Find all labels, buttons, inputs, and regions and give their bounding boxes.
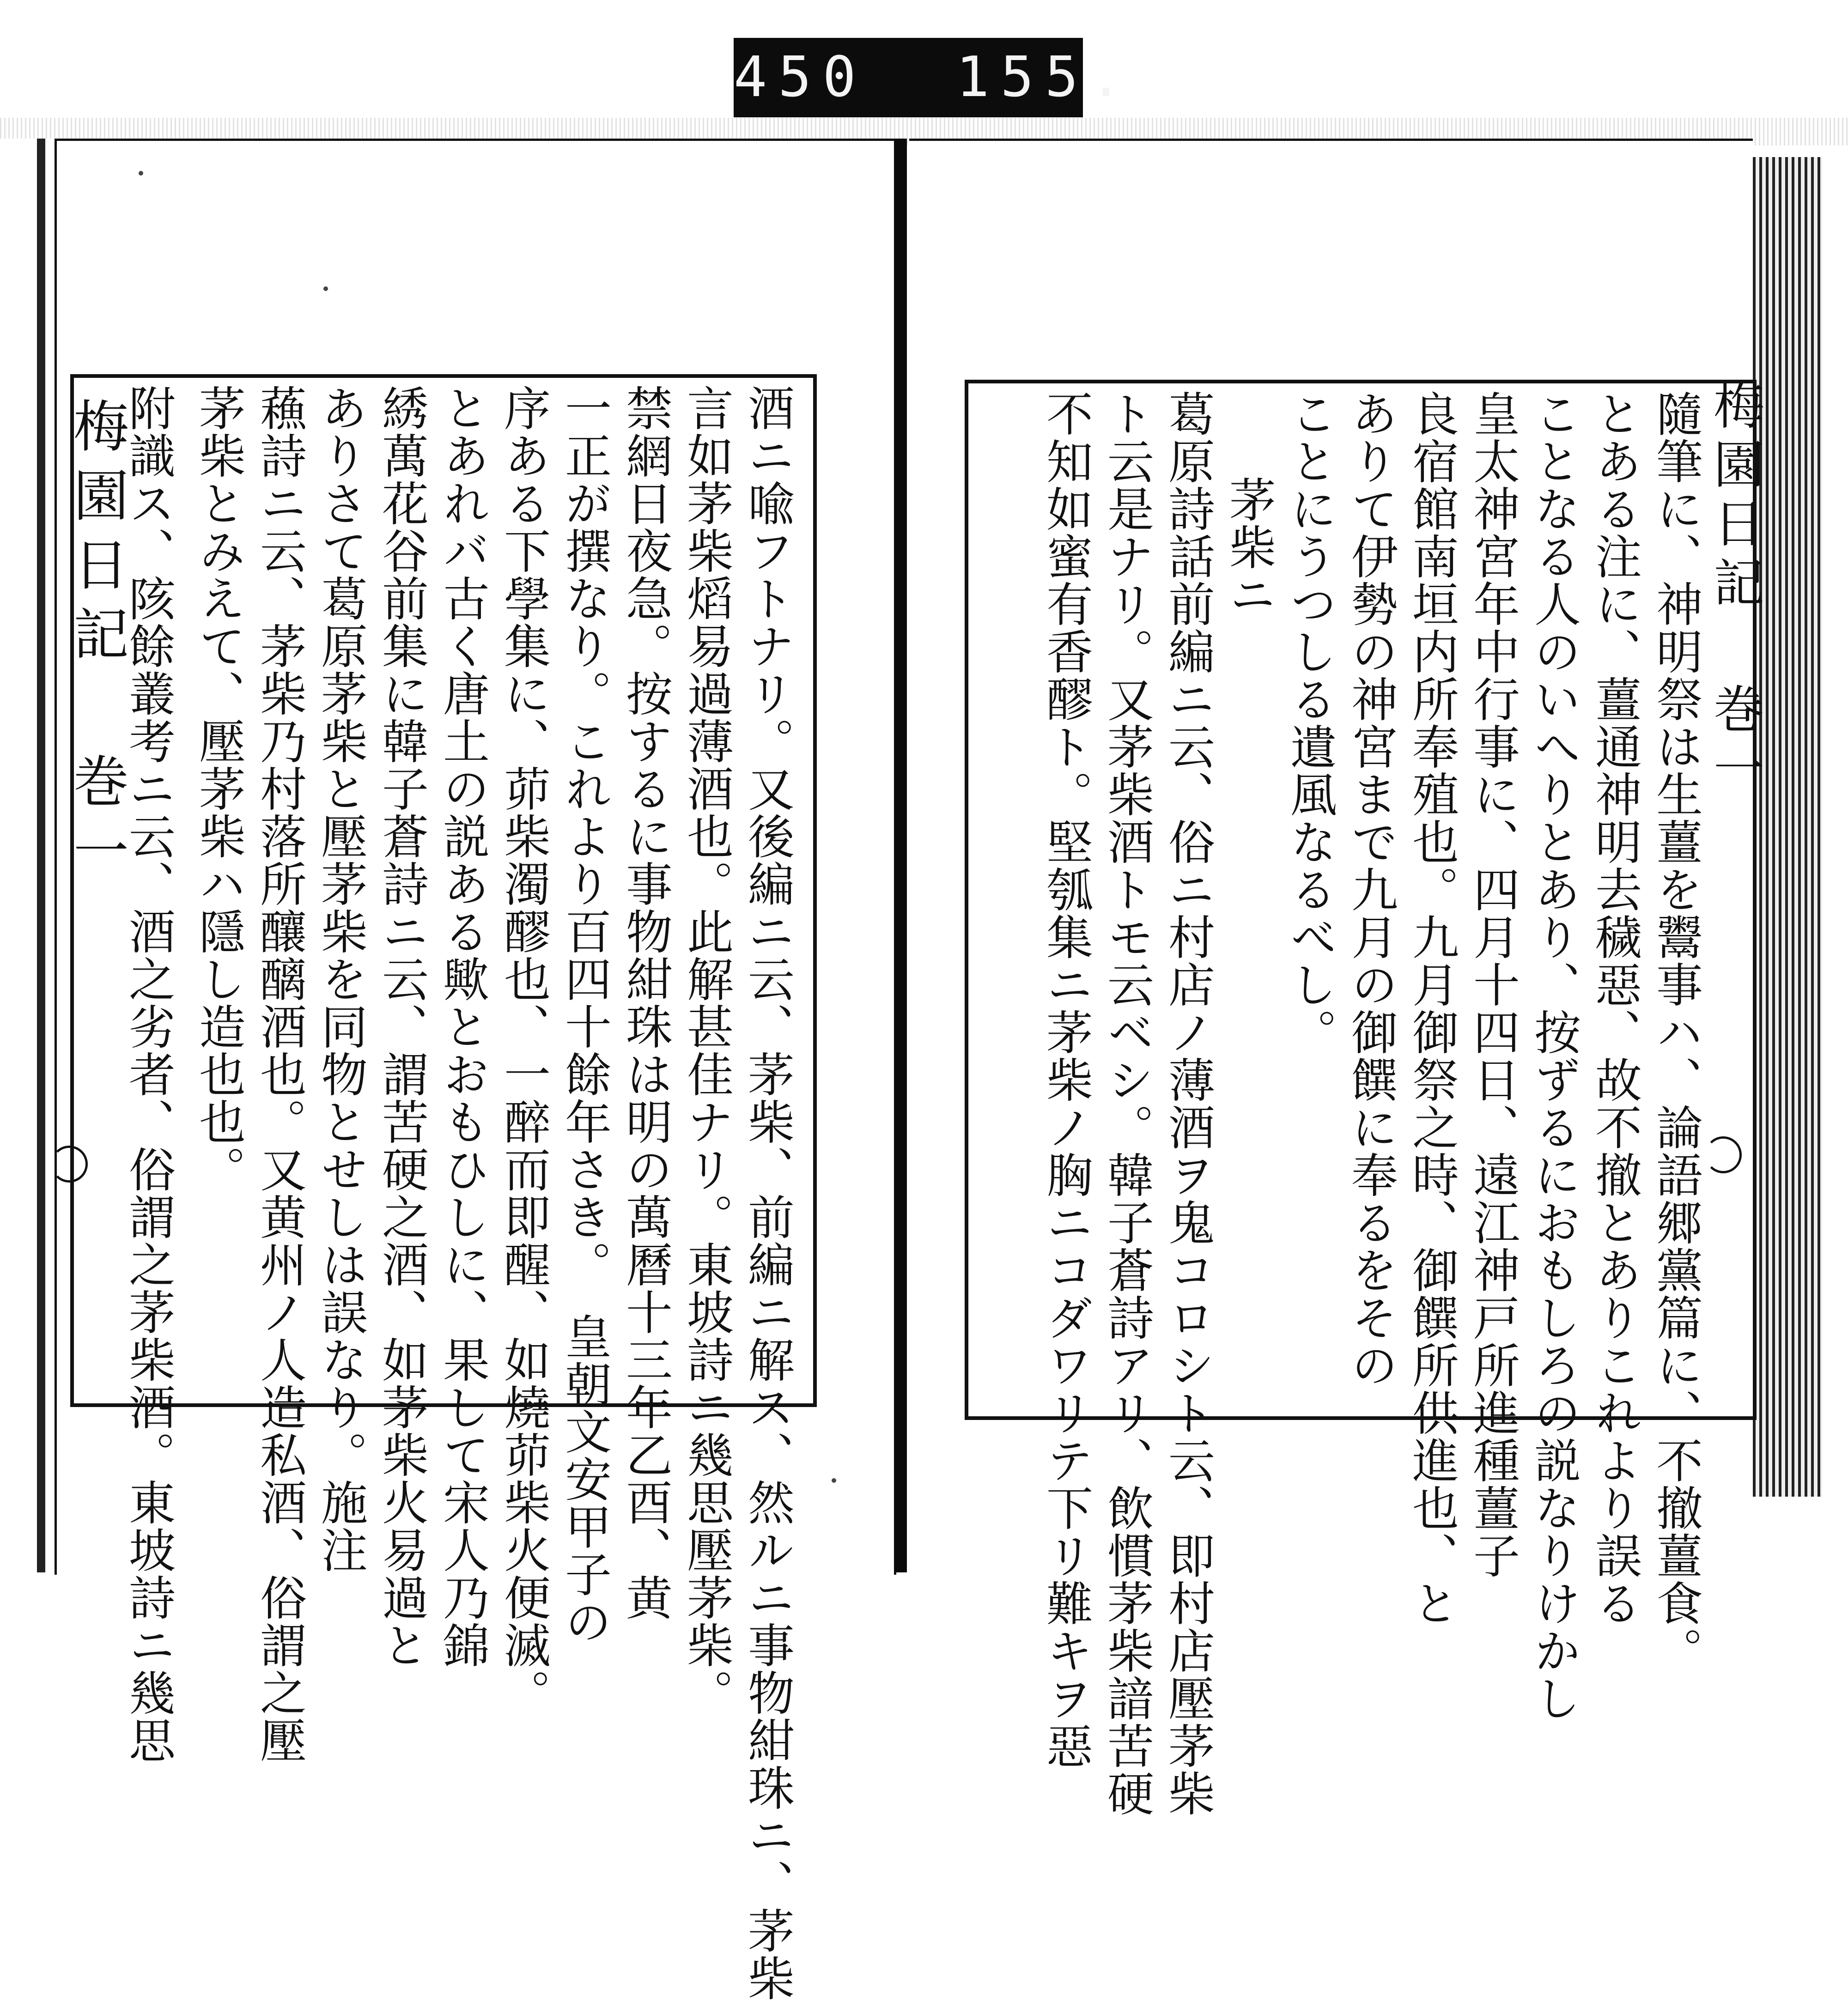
page-speck: [139, 171, 143, 176]
text-column: 良宿館南垣内所奉殖也。九月御祭之時、御饌所供進也、と: [1404, 390, 1459, 1627]
text-column: ありて伊勢の神宮まで九月の御饌に奉るをその: [1343, 390, 1398, 1389]
text-column: 不知如蜜有香醪ト。堅瓠集ニ茅柴ノ胸ニコダワリテ下リ難キヲ惡: [1039, 390, 1093, 1770]
text-column: 附識ス、陔餘叢考ニ云、酒之劣者、俗謂之茅柴酒。東坡詩ニ幾思: [121, 384, 176, 1764]
catalog-number-label: 450 155.: [734, 38, 1083, 117]
page-speck: [323, 286, 328, 291]
text-column: ことなる人のいへりとあり、按ずるにおもしろの説なりけかし: [1526, 390, 1581, 1722]
text-column: 一正が撰なり。これより百四十餘年さき。 皇朝文安甲子の: [557, 384, 612, 1646]
text-column: ト云是ナリ。又茅柴酒トモ云ベシ。韓子蒼詩アリ、飲慣茅柴諳苦硬: [1100, 390, 1154, 1817]
text-column: 言如茅柴熖易過薄酒也。此解甚佳ナリ。東坡詩ニ幾思壓茅柴。: [679, 384, 734, 1717]
text-column: ことにうつしる遺風なるべし。: [1283, 390, 1337, 1056]
left-book-edge: [0, 139, 55, 1572]
text-column: 葛原詩話前編ニ云、俗ニ村店ノ薄酒ヲ鬼コロシト云、即村店壓茅柴: [1161, 390, 1215, 1817]
left-page-title: 梅園日記 巻一: [64, 397, 128, 891]
text-column: 禁網日夜急。按するに事物紺珠は明の萬曆十三年乙酉、黄: [618, 384, 673, 1621]
text-column: とあれバ古く唐土の説ある歟とおもひしに、果して宋人乃錦: [435, 384, 490, 1669]
text-column: 茅柴とみえて、壓茅柴ハ隱し造也也。: [191, 384, 246, 1193]
text-column: 序ある下學集に、茆柴濁醪也、一醉而即醒、如燒茆柴火便滅。: [496, 384, 551, 1717]
text-column: 蘓詩ニ云、茅柴乃村落所釀醨酒也。又黄州ノ人造私酒、俗謂之壓: [252, 384, 307, 1764]
text-column: 酒ニ喩フトナリ。又後編ニ云、茅柴、前編ニ解ス、然ルニ事物紺珠ニ、茅柴: [740, 384, 795, 2002]
book-spine: [894, 139, 907, 1572]
section-heading: 茅柴ニ: [1222, 476, 1276, 619]
text-column: 皇太神宮年中行事に、四月十四日、遠江神戸所進種薑子: [1465, 390, 1520, 1579]
text-column: 隨筆に、神明祭は生薑を鬻事ハ、論語郷黨篇に、不撤薑食。: [1648, 390, 1703, 1674]
right-page-title: 梅園日記 巻一: [1705, 379, 1764, 801]
right-page-text-columns: [968, 383, 1749, 1817]
text-column: 綉萬花谷前集に韓子蒼詩ニ云、謂苦硬之酒、如茅柴火易過と: [374, 384, 429, 1669]
text-column: とある注に、薑通神明去穢惡、故不撤とありこれより誤る: [1587, 390, 1642, 1627]
right-book-edge: [1753, 157, 1822, 1497]
left-page-text-columns: [74, 378, 808, 2002]
page-speck: [832, 1478, 836, 1483]
text-column: ありさて葛原茅柴と壓茅柴を同物とせしは誤なり。施注: [313, 384, 368, 1574]
